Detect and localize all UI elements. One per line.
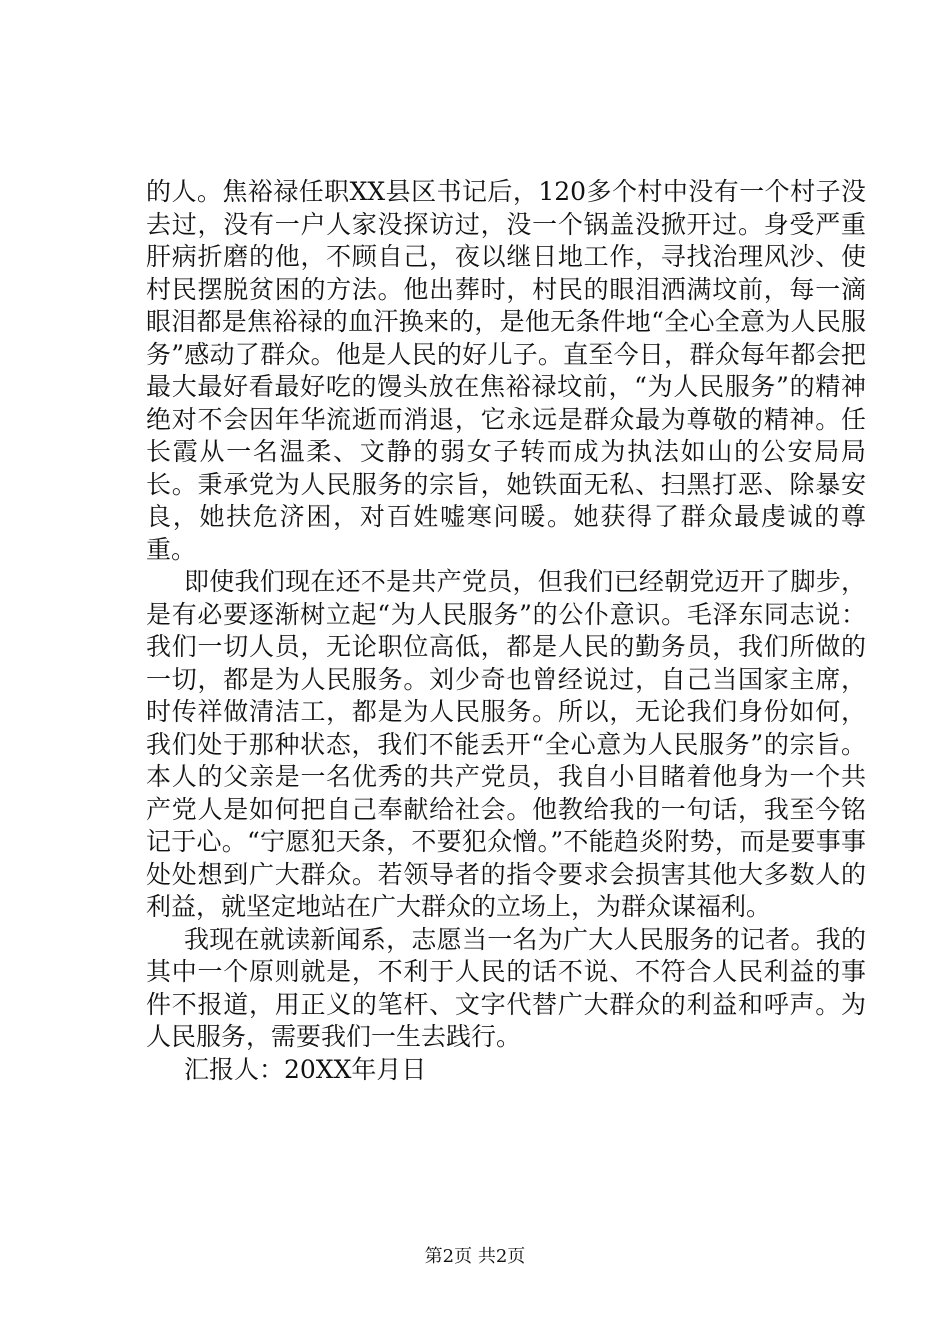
paragraph-journalism: 我现在就读新闻系，志愿当一名为广大人民服务的记者。我的其中一个原则就是，不利于人民的话不说、不符合人民利益的事件不报道，用正义的笔杆、文字代替广大群众的利益和呼声。为人民服务，需要我们一生去践行。 [146, 924, 866, 1051]
signature-line: 汇报人：20XX年月日 [184, 1054, 427, 1084]
paragraph-party-awareness: 即使我们现在还不是共产党员，但我们已经朝党迈开了脚步，是有必要逐渐树立起“为人民服务”的公仆意识。毛泽东同志说：我们一切人员，无论职位高低，都是人民的勤务员，我们所做的一切，都是为人民服务。刘少奇也曾经说过，自己当国家主席，时传祥做清洁工，都是为人民服务。所以，无论我们身份如何，我们处于那种状态，我们不能丢开“全心意为人民服务”的宗旨。本人的父亲是一名优秀的共产党员，我自小目睹着他身为一个共产党人是如何把自己奉献给社会。他教给我的一句话，我至今铭记于心。“宁愿犯天条，不要犯众憎。”不能趋炎附势，而是要事事处处想到广大群众。若领导者的指令要求会损害其他大多数人的利益，就坚定地站在广大群众的立场上，为群众谋福利。 [146, 567, 866, 921]
document-body [146, 176, 866, 1086]
paragraph-continuation: 的人。焦裕禄任职XX县区书记后，120多个村中没有一个村子没去过，没有一户人家没探访过，没一个锅盖没掀开过。身受严重肝病折磨的他，不顾自己，夜以继日地工作，寻找治理风沙、使村民摆脱贫困的方法。他出葬时，村民的眼泪洒满坟前，每一滴眼泪都是焦裕禄的血汗换来的，是他无条件地“全心全意为人民服务”感动了群众。他是人民的好儿子。直至今日，群众每年都会把最大最好看最好吃的馒头放在焦裕禄坟前，“为人民服务”的精神绝对不会因年华流逝而消退，它永远是群众最为尊敬的精神。任长霞从一名温柔、文静的弱女子转而成为执法如山的公安局局长。秉承党为人民服务的宗旨，她铁面无私、扫黑打恶、除暴安良，她扶危济困，对百姓嘘寒问暖。她获得了群众最虔诚的尊重。 [146, 177, 866, 564]
page-footer: 第2页 共2页 [424, 1246, 526, 1267]
